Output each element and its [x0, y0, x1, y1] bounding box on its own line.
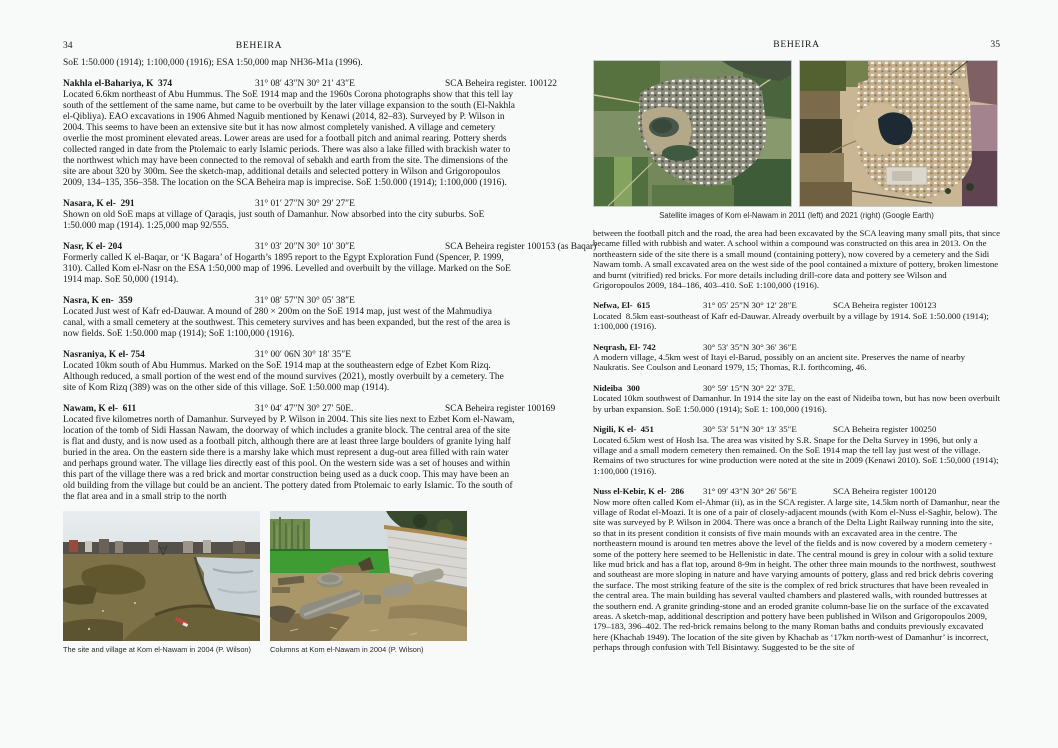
entry-name: Nideiba 300 — [593, 382, 640, 393]
entry-coordinates: 31° 08′ 43″N 30° 21′ 43″E — [255, 79, 355, 89]
entry-name: Nasraniya, K el- 754 — [63, 350, 145, 360]
entry-coordinates: 30° 53′ 35″N 30° 36′ 36″E — [703, 341, 797, 352]
entry-register: SCA Beheira register 100169 — [445, 404, 556, 414]
site-photo-caption: The site and village at Kom el-Nawam in 2004 (P. Wilson) — [63, 645, 251, 654]
page-35 — [593, 39, 1003, 653]
entry-name: Nasara, K el- 291 — [63, 199, 135, 209]
page-number: 35 — [990, 39, 1000, 50]
columns-photo-caption: Columns at Kom el-Nawam in 2004 (P. Wilson) — [270, 645, 424, 654]
columns-photo — [270, 511, 467, 641]
entry-coordinates: 31° 09′ 43″N 30° 26′ 56″E — [703, 486, 797, 497]
satellite-image-2011 — [594, 61, 791, 206]
entry-name: Nasra, K en- 359 — [63, 296, 133, 306]
entry-nasra — [63, 296, 530, 340]
entry-register: SCA Beheira register. 100122 — [445, 79, 557, 89]
satellite-image-2011-frame — [593, 60, 792, 207]
entry-nasara — [63, 199, 530, 232]
site-photo-figure — [63, 511, 260, 654]
entry-name: Nasr, K el- 204 — [63, 242, 123, 252]
entry-register: SCA Beheira register 100153 (as Baqar) — [445, 242, 597, 252]
entry-nasr — [63, 242, 597, 286]
page-34-header — [63, 40, 530, 51]
entry-name: Nakhla el-Bahariya, K 374 — [63, 79, 173, 89]
entry-body: Located 10km southwest of Damanhur. In 1914 the site lay on the east of Nideiba town, but has now been overbuilt by urban expansion. SoE 1:50.000 (1914); SoE 1: 100,000 (1916). — [593, 393, 1003, 414]
entry-body: A modern village, 4.5km west of Itayi el-Barud, possibly on an ancient site. Preserves the name of nearby Naukratis. See Coulson and Leonard 1979, 15; Thomas, R.I. forthcoming, 46. — [593, 352, 968, 373]
entry-nakhla-el-bahariya — [63, 79, 557, 189]
entry-nasraniya — [63, 350, 530, 394]
running-head: BEHEIRA — [235, 40, 283, 51]
entry-body: Located 6.5km west of Hosh Isa. The area was visited by S.R. Snape for the Delta Survey in 1996, but only a village and a small modern cemetery then remained. On the SoE 1914 map the tell lay just west of the village. Remains of two structures for wine production were noted at the site in 2009 (Kenawi 2010). SoE 1:50,000 (1914); 1:100,000 (1916). — [593, 434, 1001, 476]
entry-name: Nefwa, El- 615 — [593, 300, 651, 311]
map-series-line: SoE 1:50.000 (1914); 1:100,000 (1916); ESA 1:50,000 map NH36-M1a (1996). — [63, 58, 363, 68]
entry-nefwa — [593, 300, 1000, 331]
satellite-caption: Satellite images of Kom el-Nawam in 2011 (left) and 2021 (right) (Google Earth) — [659, 211, 934, 220]
entry-body: Located 6.6km northeast of Abu Hummus. The SoE 1914 map and the 1960s Corona photographs show that this tell lay south of the settlement of the same name, but came to be overbuilt by the later village expansion to the south (El-Nakhla el-Qibliya). EAO excavations in 1906 Ahmed Naguib mentioned by Kenawi (2014, 82–83). Surveyed by P. Wilson in 2004. This seems to have been an extensive site but it has now almost completely vanished. A village and cemetery overlie the most prominent elevated areas. Lower areas are used for a football pitch and animal rearing. Pottery sherds collected ranged in date from the Ptolemaic to early Islamic periods. There was also a lake filled with brackish water to the northwest which may have been connected to the removal of sebakh and earth from the site. The dimensions of the site are about 320 by 300m. See the sketch-map, additional details and selected pottery in Wilson and Grigoropoulos 2009, 134–135, 356–358. The location on the SCA Beheira map is imprecise. SoE 1:50.000 (1914); 1:100,000 (1916). — [63, 90, 518, 188]
entry-body: Located 8.5km east-southeast of Kafr ed-Dauwar. Already overbuilt by a village by 1914. SoE 1:50.000 (1914); 1:100,000 (1916). — [593, 310, 991, 332]
nawam-entry-continuation: between the football pitch and the road, the area had been excavated by the SCA leaving many small pits, that since became filled with rubbish and water. A school within a compound was constructed on this area in 2013. On the northeastern side of the site there is a small mound (containing pottery), now covered by a cemetery and the Sidi Nawam tomb. A small excavated area on the west side of the pool contained a mixture of pottery, broken limestone and burnt (vitrified) red bricks. For more details including drill-core data and pottery see Wilson and Grigoropoulos 2009, 184–186, 403–410. SoE 1:100,000 (1916). — [593, 228, 1003, 291]
entry-coordinates: 31° 08′ 57″N 30° 05′ 38″E — [255, 296, 355, 306]
entry-coordinates: 31° 00′ 06N 30° 18′ 35″E — [255, 350, 351, 360]
entry-register: SCA Beheira register 100123 — [833, 300, 937, 311]
entry-register: SCA Beheira register 100250 — [833, 424, 937, 435]
photo-row — [63, 511, 530, 654]
satellite-figure — [593, 60, 1000, 220]
page-35-header — [593, 40, 1000, 51]
entry-nideiba — [593, 382, 1003, 414]
entry-body: Located 10km south of Abu Hummus. Marked on the SoE 1914 map at the southeastern edge of Ezbet Kom Rizq. Although reduced, a small portion of the west end of the mound survives (2021), mostly overbuilt by a cemetery. The site of Kom Rizq (389) was on the other side of this village. SoE 1:50.000 map (1914). — [63, 361, 507, 393]
page-number: 34 — [63, 40, 73, 51]
entry-coordinates: 31° 04′ 47″N 30° 27′ 50E. — [255, 404, 354, 414]
page-34 — [63, 40, 597, 654]
satellite-image-2021 — [800, 61, 997, 206]
entry-name: Nawam, K el- 611 — [63, 404, 137, 414]
entry-nuss-el-kebir — [593, 486, 1000, 653]
entry-body: Located Just west of Kafr ed-Dauwar. A mound of 280 × 200m on the SoE 1914 map, just west of the Mahmudiya canal, with a small cemetery at the southwest. This cemetery survives and has been expanded, but the rest of the area is now fields. SoE 1:50.000 map (1914); SoE 1:100,000 (1916). — [63, 307, 513, 339]
entry-coordinates: 30° 59′ 15″N 30° 22′ 37E. — [703, 382, 796, 393]
entry-name: Nigili, K el- 451 — [593, 424, 654, 435]
satellite-image-2021-frame — [799, 60, 998, 207]
entry-body: Located five kilometres north of Damanhur. Surveyed by P. Wilson in 2004. This site lies next to Ezbet Kom el-Nawam, location of the tomb of Sidi Hassan Nawam, the doorway of which includes a granite block. The central area of the site is flat and dusty, and is now used as a football pitch, although there are at least three large boulders of granite lying half buried in the area. On the eastern side there is a marshy lake which must represent a dug-out area filled with rain water and perhaps ground water. The village lies directly east of this pool. On the western side was a set of houses and within this part of the village there was a red brick and mortar construction being used as a duck coop. This may have been an old building from the village but could be an ancient. The pottery dated from Ptolemaic to early Islamic. To the south of the flat area and in a small strip to the north — [63, 415, 517, 502]
entry-coordinates: 31° 01′ 27″N 30° 29′ 27″E — [255, 199, 355, 209]
running-head: BEHEIRA — [773, 39, 820, 50]
entry-coordinates: 31° 03′ 20″N 30° 10′ 30″E — [255, 242, 355, 252]
entry-body: Now more often called Kom el-Ahmar (ii), as in the SCA register. A large site, 14.5km north of Damanhur, near the village of Rodat el-Moazi. It is one of a pair of closely-adjacent mounds (with Kom el-Nuss el-Saghir, below). The site was surveyed by P. Wilson in 2004. There was once a branch of the Delta Light Railway running into the site, so that in its present condition it consists of five main mounds with an excavated area in the centre. The northeastern mound is around ten metres above the level of the fields and is now covered by a modern cemetery - some of the pottery here seemed to be Hellenistic in date. The central mound is grey in colour with a solid texture like mud brick and has a flat top, around 8-9m in height. The other three main mounds to the northwest, southwest and southeast are more sloping in nature and have varying amounts of pottery, glass and red brick debris covering the surface. The most striking feature of the site is the complex of red brick structures that have been revealed in the central area. The main building has several vaulted chambers and plastered walls, with rounded buttresses at the southern end. A granite grinding-stone and an eroded granite column-base lie on the surface of the excavated areas. A sketch-map, additional description and pottery have been published in Wilson and Grigoropoulos 2009, 179–183, 396–402. The red-brick remains belong to the many Roman baths and conduits previously excavated here (Khachab 1949). The location of the site given by Khachab as ‘17km north-west of Damanhur’ is incorrect, perhaps through confusion with Tell Bisintawy. Suggested to be the site of — [593, 496, 1002, 653]
site-and-village-photo — [63, 511, 260, 641]
entry-nigili — [593, 424, 1000, 476]
entry-neqrash — [593, 342, 1000, 373]
entry-name: Neqrash, El- 742 — [593, 341, 656, 352]
entry-coordinates: 30° 53′ 51″N 30° 13′ 35″E — [703, 424, 797, 435]
columns-photo-figure — [270, 511, 467, 654]
entry-register: SCA Beheira register 100120 — [833, 486, 937, 497]
entry-coordinates: 31° 05′ 25″N 30° 12′ 28″E — [703, 300, 797, 311]
entry-name: Nuss el-Kebir, K el- 286 — [593, 486, 685, 497]
entry-body: Shown on old SoE maps at village of Qaraqis, just south of Damanhur. Now absorbed into the city suburbs. SoE 1:50.000 map (1914). 1:25,000 map 92/555. — [63, 210, 487, 231]
entry-nawam — [63, 404, 556, 503]
entry-body: Formerly called K el-Baqar, or ‘K Bagara’ of Hogarth’s 1895 report to the Egypt Exploration Fund (Spencer, P. 1999, 310). Called Kom el-Nasr on the ESA 1:50,000 map of 1996. Levelled and overbuilt by the village. Marked on the SoE 1914 map. SoE 50,000 (1914). — [63, 253, 514, 285]
